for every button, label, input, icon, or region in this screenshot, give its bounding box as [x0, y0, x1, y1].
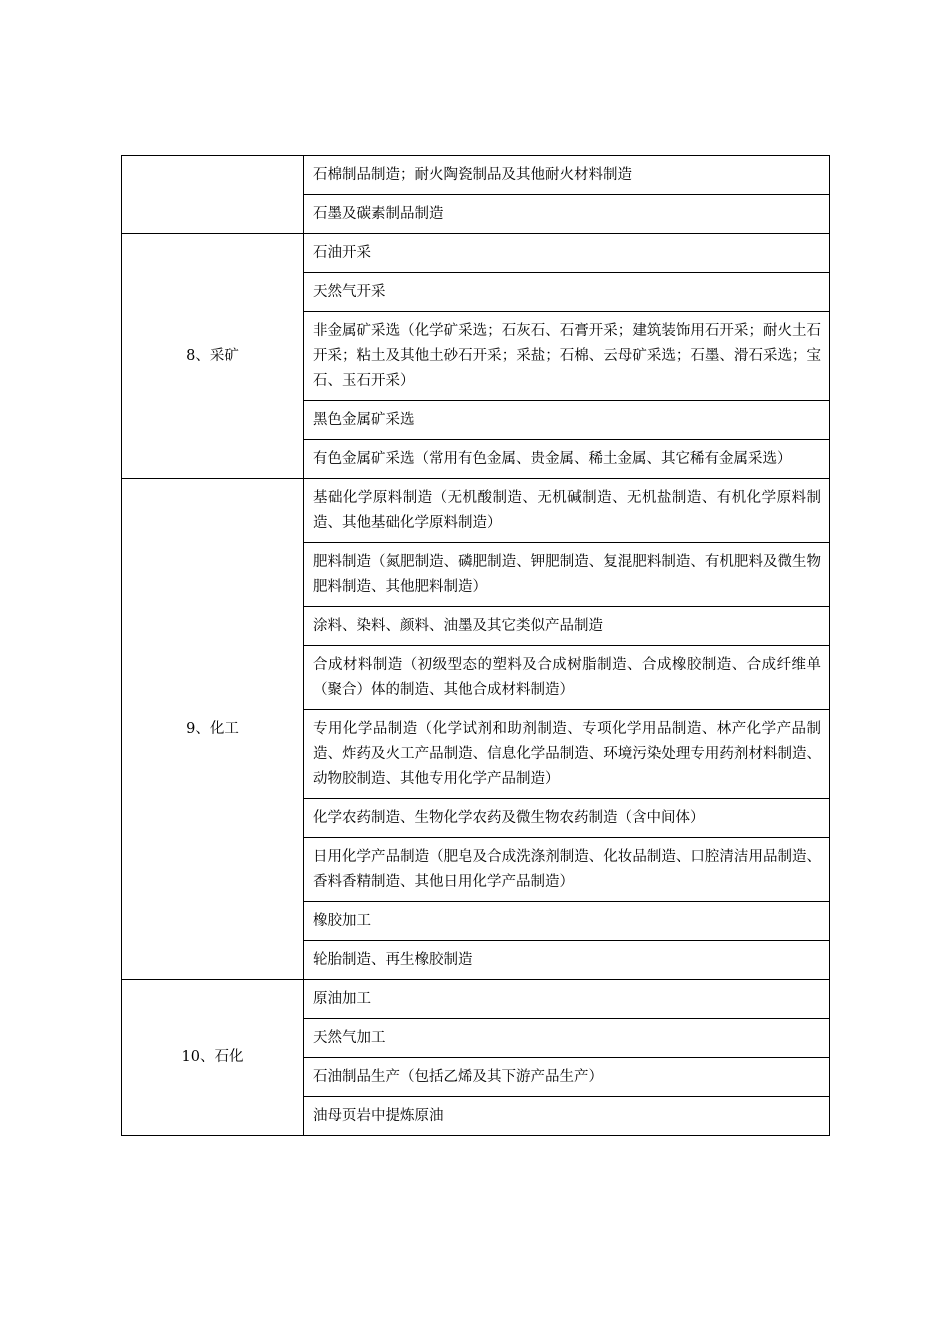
table-row	[122, 234, 830, 273]
item-cell: 石墨及碳素制品制造	[304, 195, 830, 234]
item-cell: 原油加工	[304, 980, 830, 1019]
item-cell: 涂料、染料、颜料、油墨及其它类似产品制造	[304, 607, 830, 646]
item-cell: 基础化学原料制造（无机酸制造、无机碱制造、无机盐制造、有机化学原料制造、其他基础化学原料制造）	[304, 479, 830, 543]
item-cell: 石油开采	[304, 234, 830, 273]
item-cell: 日用化学产品制造（肥皂及合成洗涤剂制造、化妆品制造、口腔清洁用品制造、香料香精制造、其他日用化学产品制造）	[304, 838, 830, 902]
item-cell: 有色金属矿采选（常用有色金属、贵金属、稀土金属、其它稀有金属采选）	[304, 440, 830, 479]
category-cell	[122, 156, 304, 234]
item-cell: 肥料制造（氮肥制造、磷肥制造、钾肥制造、复混肥料制造、有机肥料及微生物肥料制造、其他肥料制造）	[304, 543, 830, 607]
item-cell: 合成材料制造（初级型态的塑料及合成树脂制造、合成橡胶制造、合成纤维单（聚合）体的制造、其他合成材料制造）	[304, 646, 830, 710]
item-cell: 专用化学品制造（化学试剂和助剂制造、专项化学用品制造、林产化学产品制造、炸药及火工产品制造、信息化学品制造、环境污染处理专用药剂材料制造、动物胶制造、其他专用化学产品制造）	[304, 710, 830, 799]
item-cell: 化学农药制造、生物化学农药及微生物农药制造（含中间体）	[304, 799, 830, 838]
table-row	[122, 980, 830, 1019]
industry-table	[121, 155, 830, 1136]
industry-table-body	[122, 156, 830, 1136]
item-cell: 石棉制品制造；耐火陶瓷制品及其他耐火材料制造	[304, 156, 830, 195]
table-row	[122, 156, 830, 195]
item-cell: 非金属矿采选（化学矿采选；石灰石、石膏开采；建筑装饰用石开采；耐火土石开采；粘土及其他土砂石开采；采盐；石棉、云母矿采选；石墨、滑石采选；宝石、玉石开采）	[304, 312, 830, 401]
table-row	[122, 479, 830, 543]
item-cell: 黑色金属矿采选	[304, 401, 830, 440]
category-cell-petrochemical: 10、石化	[122, 980, 304, 1136]
item-cell: 油母页岩中提炼原油	[304, 1097, 830, 1136]
category-cell-chemical: 9、化工	[122, 479, 304, 980]
item-cell: 橡胶加工	[304, 902, 830, 941]
item-cell: 石油制品生产（包括乙烯及其下游产品生产）	[304, 1058, 830, 1097]
category-cell-mining: 8、采矿	[122, 234, 304, 479]
item-cell: 轮胎制造、再生橡胶制造	[304, 941, 830, 980]
item-cell: 天然气加工	[304, 1019, 830, 1058]
item-cell: 天然气开采	[304, 273, 830, 312]
